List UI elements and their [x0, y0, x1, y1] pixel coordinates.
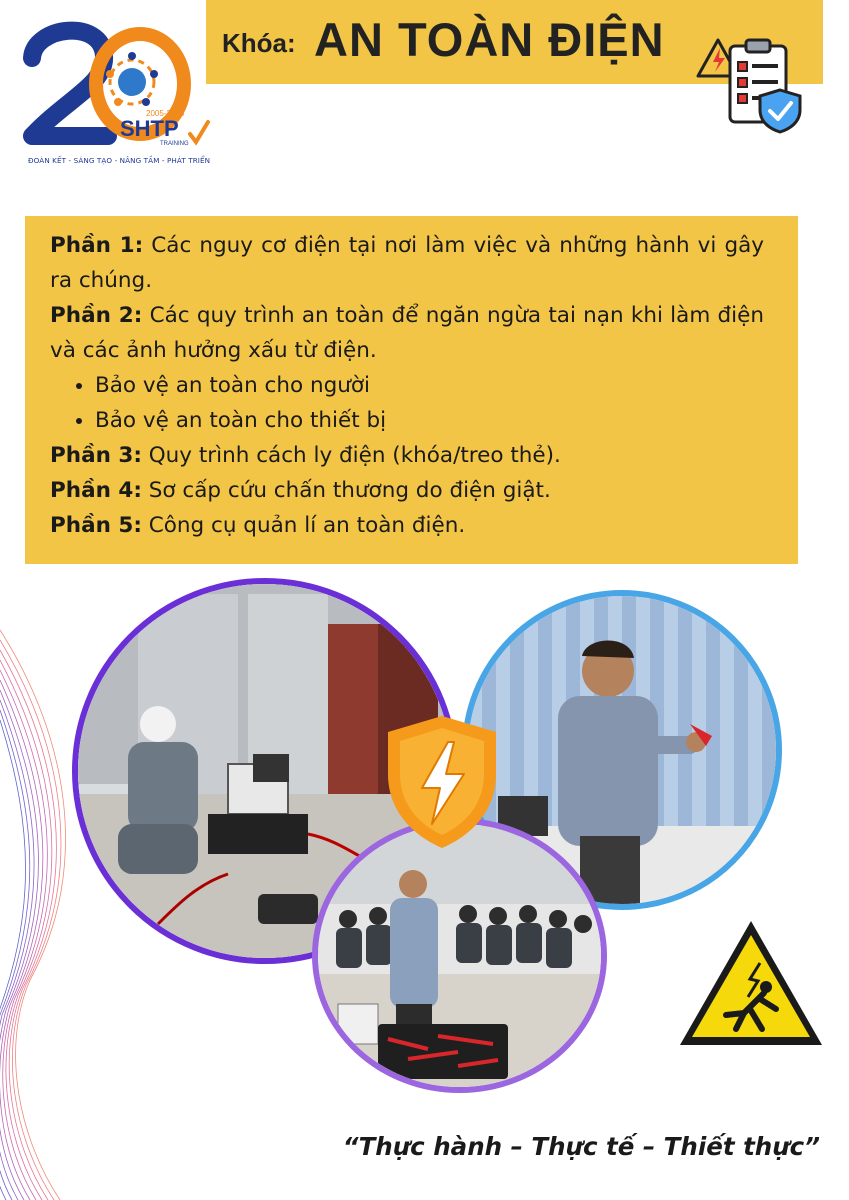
- electric-shock-warning-icon: [676, 917, 826, 1049]
- photo-classroom-training: [312, 818, 607, 1093]
- part-3: [50, 438, 764, 473]
- shtp-20-years-logo: [22, 18, 222, 173]
- part-5-text: Công cụ quản lí an toàn điện.: [141, 513, 466, 538]
- part-4-label: Phần 4:: [50, 478, 142, 503]
- logo-tagline: ĐOÀN KẾT - SÁNG TẠO - NÂNG TẦM - PHÁT TRIỂN: [28, 156, 211, 165]
- logo-brand: SHTP: [120, 116, 179, 141]
- part-2-label: Phần 2:: [50, 303, 143, 328]
- part-1-text: Các nguy cơ điện tại nơi làm việc và những hành vi gây ra chúng.: [50, 233, 764, 293]
- part-3-label: Phần 3:: [50, 443, 142, 468]
- bullet-item: • Bảo vệ an toàn cho thiết bị: [95, 403, 764, 438]
- part-4: [50, 473, 764, 508]
- course-prefix: Khóa:: [222, 28, 296, 58]
- logo-graphic: [22, 18, 222, 153]
- bullet-item: • Bảo vệ an toàn cho người: [95, 368, 764, 403]
- part-5: [50, 508, 764, 543]
- part-1: [50, 228, 764, 298]
- course-title: AN TOÀN ĐIỆN: [314, 13, 665, 66]
- part-1-label: Phần 1:: [50, 233, 144, 258]
- part-5-label: Phần 5:: [50, 513, 142, 538]
- part-3-text: Quy trình cách ly điện (khóa/treo thẻ).: [141, 443, 561, 468]
- logo-brand-sub: TRAINING: [160, 141, 189, 147]
- part-2-bullets: [50, 368, 764, 438]
- check-mark-icon: [190, 122, 208, 142]
- part-2: [50, 298, 764, 368]
- part-2-text: Các quy trình an toàn để ngăn ngừa tai nạn khi làm điện và các ảnh hưởng xấu từ điện.: [50, 303, 764, 363]
- course-outline-box: [25, 216, 798, 564]
- logo-years: 2005-2025: [146, 109, 185, 118]
- part-4-text: Sơ cấp cứu chấn thương do điện giật.: [141, 478, 551, 503]
- safety-checklist-icon: [696, 34, 806, 134]
- slogan: “Thực hành – Thực tế – Thiết thực”: [342, 1132, 820, 1161]
- lightning-shield-icon: [384, 712, 500, 852]
